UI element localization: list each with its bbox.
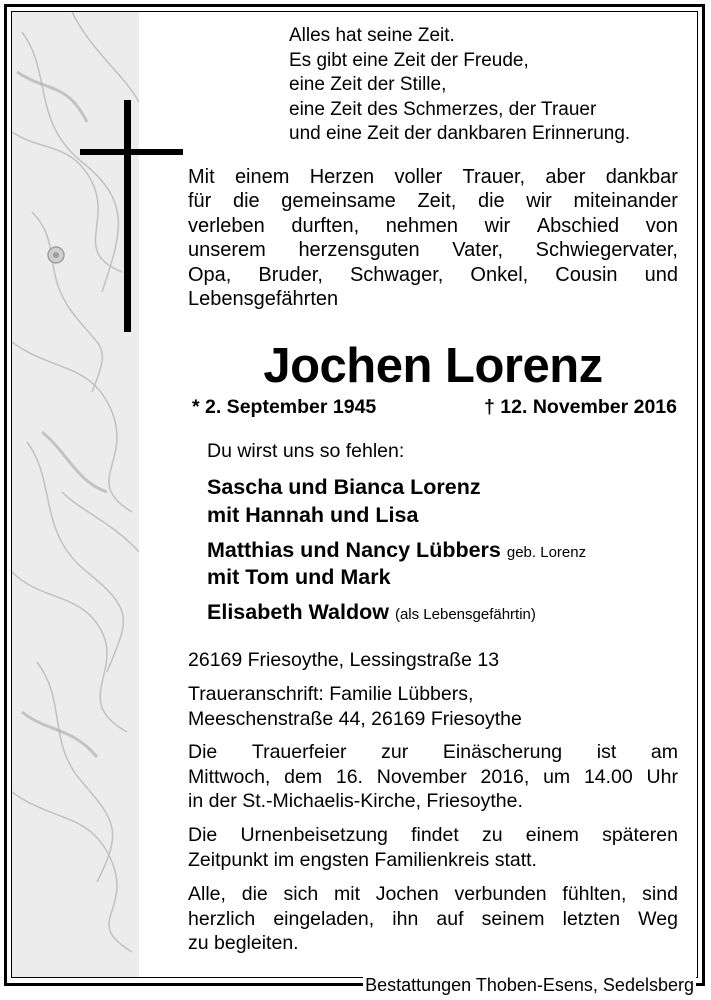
family-line <box>207 598 536 629</box>
word: verleben <box>188 214 265 237</box>
word: Trauerfeier <box>251 741 347 763</box>
family-line: mit Hannah und Lisa <box>207 503 419 527</box>
word: herzensguten <box>298 239 420 262</box>
poem-line: und eine Zeit der dankbaren Erinnerung. <box>289 123 631 144</box>
word: dankbar <box>605 166 678 188</box>
home-address <box>188 648 678 673</box>
word: wir <box>526 190 552 213</box>
word: 14.00 <box>583 765 633 788</box>
intro-row <box>188 287 678 311</box>
intro-text <box>188 165 678 311</box>
word: am <box>650 741 678 763</box>
urn-text <box>188 823 678 872</box>
word: und <box>644 263 678 286</box>
word: Mittwoch, <box>188 765 271 788</box>
ceremony-row <box>188 740 678 765</box>
word: Uhr <box>646 765 678 788</box>
word: Vater, <box>452 239 504 262</box>
word: sind <box>642 883 678 905</box>
mourning-address <box>188 682 678 731</box>
death-date: † 12. November 2016 <box>484 396 677 418</box>
word: miteinander <box>573 190 678 213</box>
word: aber <box>545 166 586 188</box>
poem-line: Alles hat seine Zeit. <box>289 25 455 46</box>
deceased-name: Jochen Lorenz <box>263 339 603 393</box>
word: unserem <box>188 239 266 262</box>
maiden-name-note: geb. Lorenz <box>506 544 587 561</box>
word: Die <box>188 741 218 763</box>
intro-row <box>188 165 678 189</box>
word: voller <box>394 166 443 188</box>
address-line: 26169 Friesoythe, Lessingstraße 13 <box>188 649 500 671</box>
poem <box>289 24 630 147</box>
word: gemeinsame <box>281 190 396 213</box>
word: 16. <box>335 765 363 788</box>
address-line: Traueranschrift: Familie Lübbers, <box>188 683 474 705</box>
word: in der St.-Michaelis-Kirche, Friesoythe. <box>188 790 523 812</box>
word: Abschied <box>536 214 620 237</box>
invitation-row <box>188 907 678 932</box>
word: auf <box>436 907 464 930</box>
poem-line: Es gibt eine Zeit der Freude, <box>289 49 529 71</box>
word: November <box>376 765 467 788</box>
word: die <box>477 190 505 213</box>
word: findet <box>411 824 459 846</box>
word: durften, <box>291 214 360 237</box>
word: verbunden <box>454 883 547 905</box>
cross-icon-horizontal <box>80 149 183 155</box>
cross-icon-vertical <box>124 100 131 332</box>
word: herzlich <box>188 907 256 930</box>
word: fühlten, <box>562 883 627 905</box>
urn-row <box>188 848 678 873</box>
word: Die <box>188 824 218 846</box>
word: eingeladen, <box>273 907 375 930</box>
family-line: mit Tom und Mark <box>207 565 391 589</box>
ceremony-row <box>188 789 678 814</box>
word: ihn <box>392 907 419 930</box>
partner-name: Elisabeth Waldow <box>207 600 389 624</box>
word: Urnenbeisetzung <box>240 824 388 846</box>
word: die <box>241 883 268 905</box>
word: sich <box>283 883 319 905</box>
word: Onkel, <box>470 263 529 286</box>
intro-row <box>188 263 678 287</box>
invitation-text <box>188 882 678 956</box>
invitation-row <box>188 882 678 907</box>
word: Cousin <box>555 263 618 286</box>
word: Herzen <box>309 166 375 188</box>
word: dem <box>284 765 323 788</box>
marble-texture <box>12 12 139 977</box>
word: einem <box>234 166 290 188</box>
word: wir <box>484 214 511 237</box>
invitation-row <box>188 931 678 956</box>
intro-row <box>188 189 678 213</box>
partner-note: (als Lebensgefährtin) <box>394 606 536 623</box>
word: nehmen <box>385 214 459 237</box>
word: Schwiegervater, <box>535 239 678 262</box>
ceremony-row <box>188 765 678 790</box>
marble-panel <box>12 12 139 977</box>
word: seinem <box>481 907 545 930</box>
address-line: Meeschenstraße 44, 26169 Friesoythe <box>188 707 522 730</box>
word: Opa, <box>188 263 232 286</box>
word: Trauer, <box>462 166 526 188</box>
word: Schwager, <box>349 263 444 286</box>
word: einem <box>525 824 579 846</box>
urn-row <box>188 823 678 848</box>
ceremony-text <box>188 740 678 814</box>
word: 2016, <box>480 765 530 788</box>
word: ist <box>596 741 617 763</box>
intro-row <box>188 238 678 262</box>
word: Alle, <box>188 883 226 905</box>
word: späteren <box>602 824 678 846</box>
word: Jochen <box>375 883 439 905</box>
birth-date: * 2. September 1945 <box>192 396 377 418</box>
life-dates <box>192 396 677 419</box>
word: Weg <box>638 907 678 930</box>
poem-line: eine Zeit der Stille, <box>289 74 447 95</box>
word: Mit <box>188 166 215 188</box>
family-line: Sascha und Bianca Lorenz <box>207 475 481 499</box>
intro-row <box>188 214 678 238</box>
word: um <box>543 765 571 788</box>
word: Einäscherung <box>442 741 563 763</box>
word: Zeit, <box>417 190 457 213</box>
word: zu begleiten. <box>188 932 299 954</box>
missing-line: Du wirst uns so fehlen: <box>207 440 405 462</box>
word: Bruder, <box>258 263 323 286</box>
word: Lebensgefährten <box>188 288 339 311</box>
word: für <box>188 190 212 213</box>
word: die <box>232 190 260 213</box>
poem-line: eine Zeit des Schmerzes, der Trauer <box>289 98 597 120</box>
word: mit <box>334 883 360 905</box>
word: letzten <box>562 907 621 930</box>
word: Zeitpunkt im engsten Familienkreis statt. <box>188 848 537 871</box>
word: von <box>645 214 678 237</box>
word: zur <box>381 741 409 763</box>
family-names: Matthias und Nancy Lübbers <box>207 538 501 562</box>
funeral-home-credit: Bestattungen Thoben-Esens, Sedelsberg <box>365 975 694 995</box>
word: zu <box>481 824 503 846</box>
